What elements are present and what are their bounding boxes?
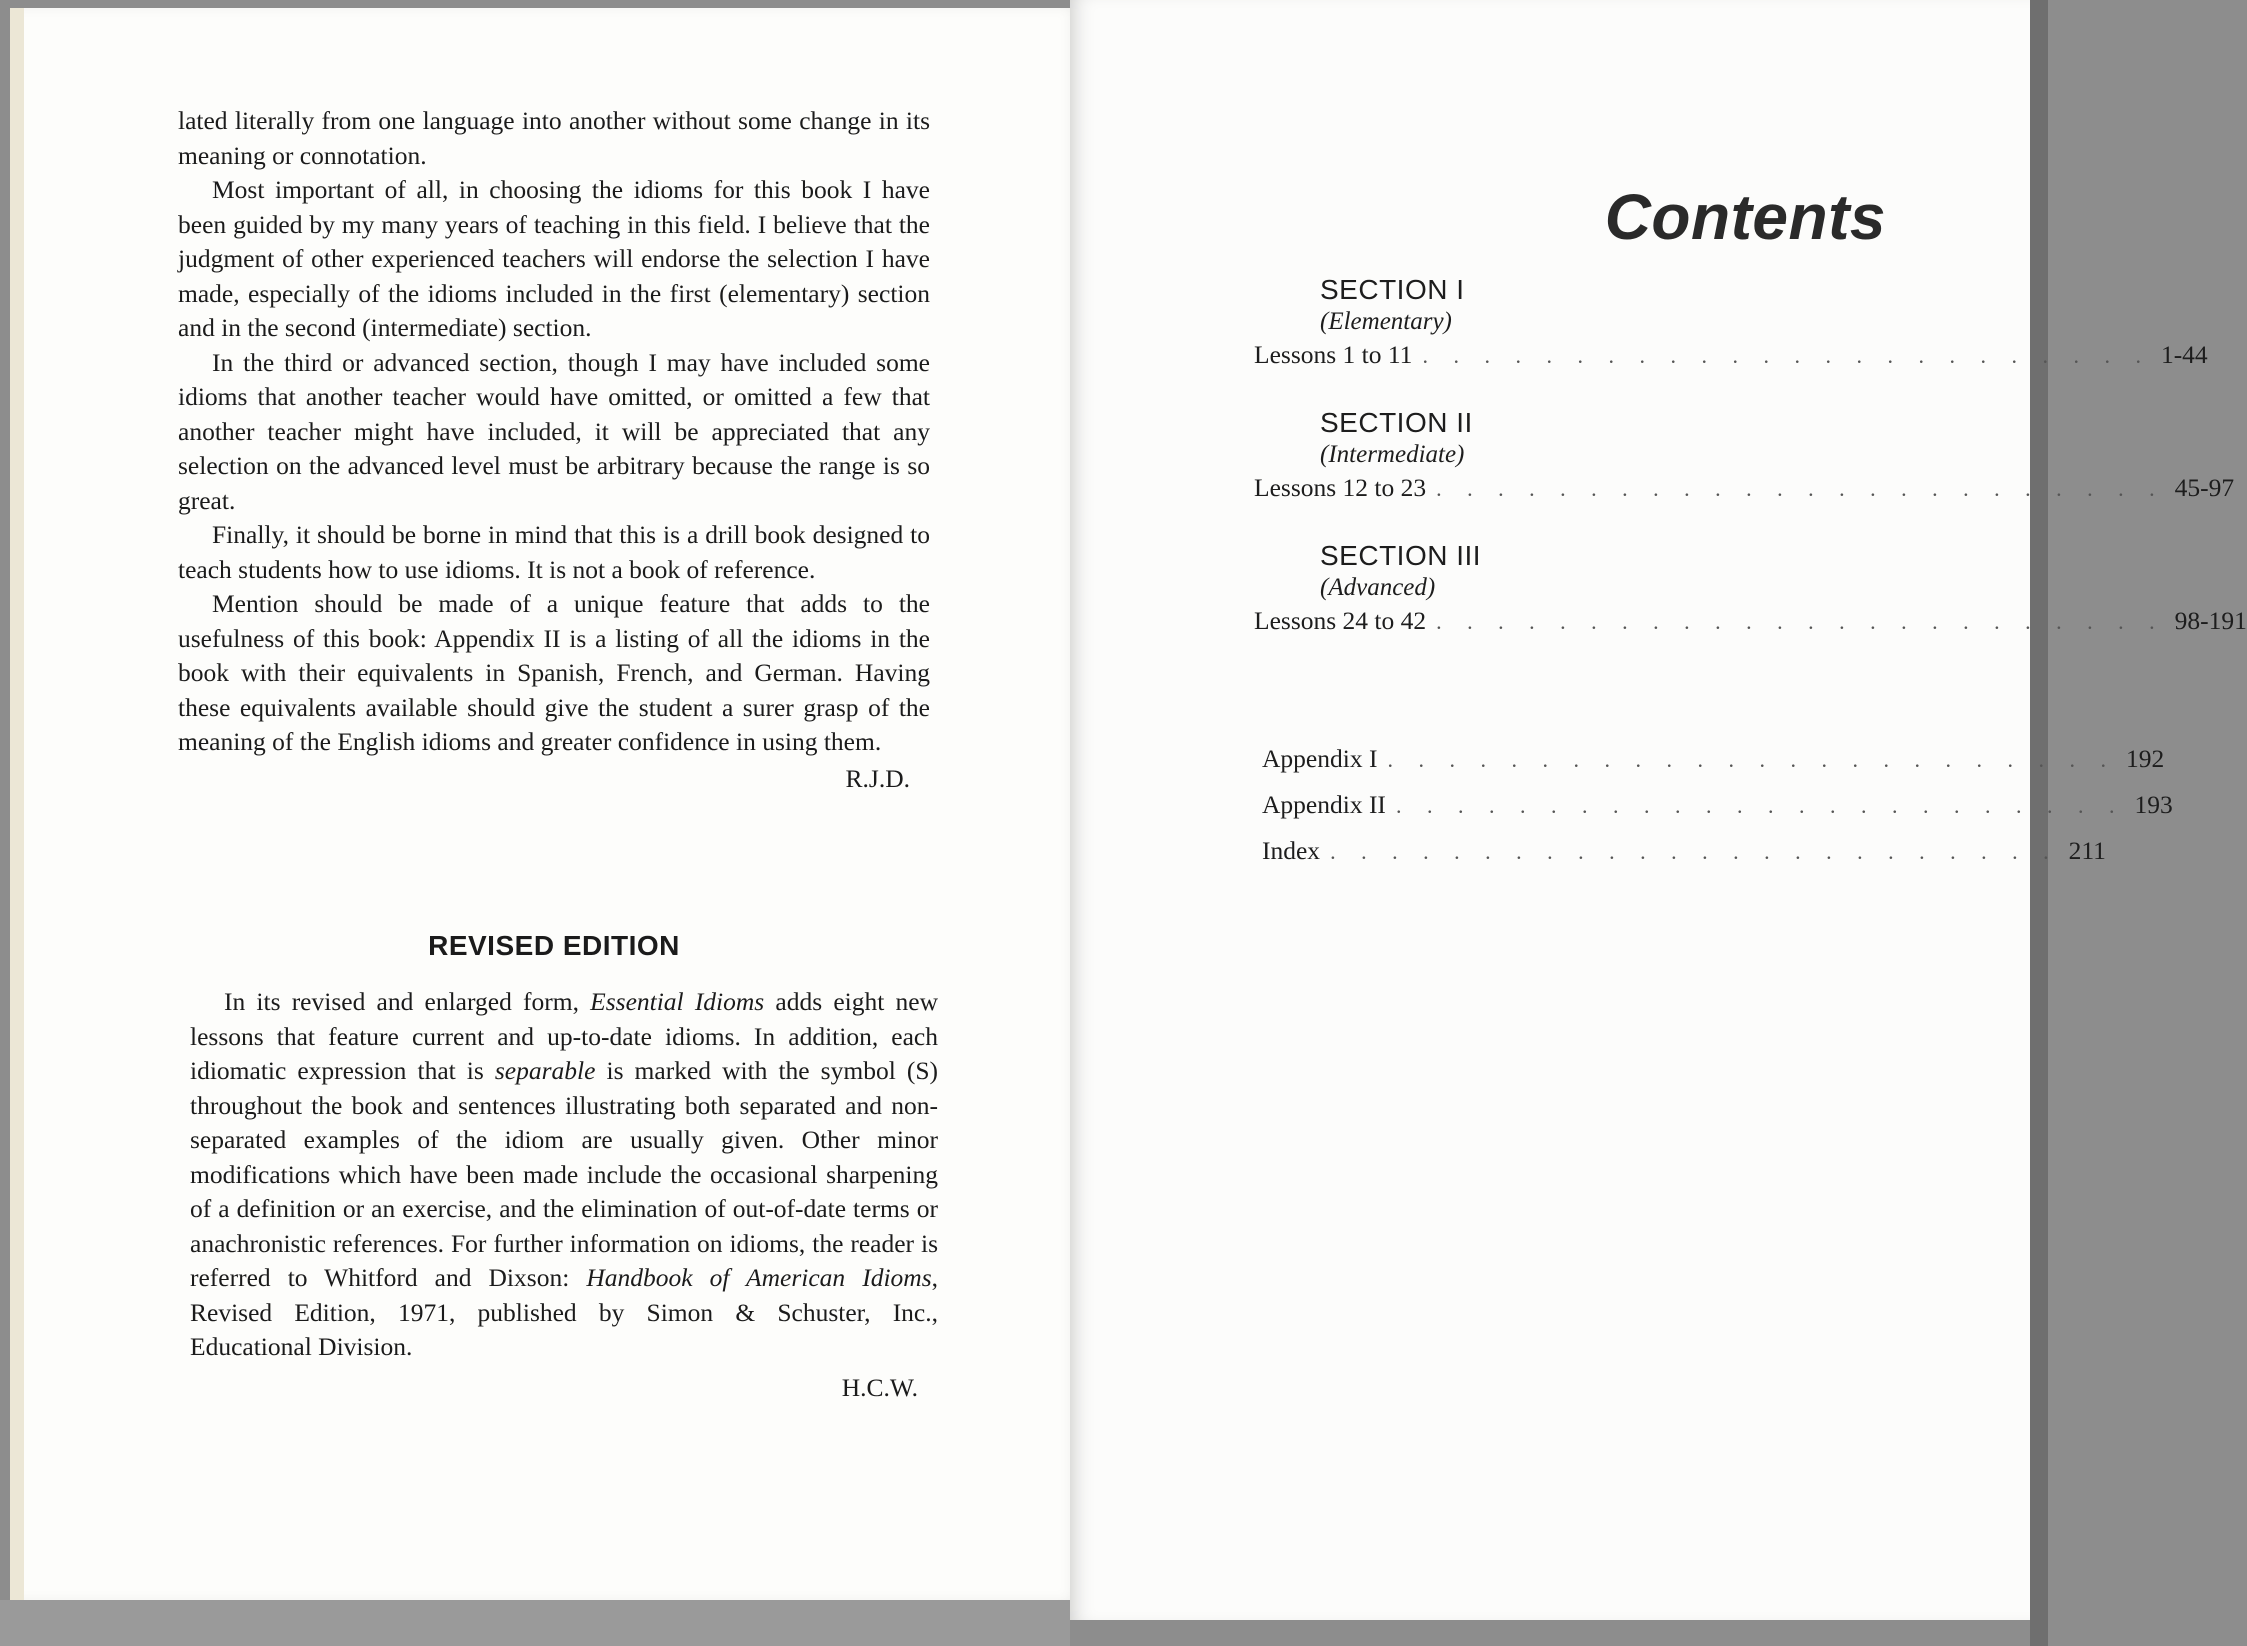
section-subtitle: (Advanced) <box>1320 574 1436 601</box>
toc-section-1 <box>1254 274 2208 370</box>
toc-entry-index[interactable] <box>1262 836 2106 882</box>
section-subtitle: (Elementary) <box>1320 308 1452 335</box>
dot-leader: . . . . . . . . . . . . . . . . . . . . . . . . <box>1330 839 2059 864</box>
paragraph: In the third or advanced section, though I may have included some idioms that another teacher would have omitted, or omitted a few that another teacher might have included, it will be appreciated that any selection on the advanced level must be arbitrary because the range is so great. <box>178 347 930 515</box>
toc-entry[interactable] <box>1254 473 2235 503</box>
text-run: , Revised Edition, 1971, published by Simon & Schuster, Inc., Educational Division. <box>190 1263 938 1361</box>
text-run: In its revised and enlarged form, <box>224 987 591 1016</box>
toc-entry-appendix-2[interactable] <box>1262 790 2173 836</box>
toc-entry[interactable] <box>1254 606 2247 636</box>
scan-background <box>0 1600 1070 1646</box>
toc-appendices <box>1262 744 2173 882</box>
toc-entry-label: Index <box>1262 836 1321 865</box>
toc-entry-pages: 192 <box>2125 744 2165 773</box>
paragraph: lated literally from one language into another without some change in its meaning or connotation. <box>178 106 930 170</box>
book-title: Essential Idioms <box>590 987 765 1016</box>
toc-section-3 <box>1254 540 2247 636</box>
text-run: adds eight new lessons that feature current and up-to-date idioms. In addition, each idiomatic expression that is <box>190 987 938 1085</box>
paragraph <box>190 985 938 1365</box>
toc-entry-pages: 1-44 <box>2160 340 2208 369</box>
section-heading: SECTION II <box>1320 407 1473 438</box>
toc-entry-label: Lessons 12 to 23 <box>1254 473 1427 502</box>
emphasis: separable <box>494 1056 596 1085</box>
toc-entry-label: Appendix I <box>1262 744 1378 773</box>
book-title: Handbook of American Idioms <box>586 1263 932 1292</box>
dot-leader: . . . . . . . . . . . . . . . . . . . . . . . . <box>1387 747 2116 772</box>
toc-entry[interactable] <box>1254 340 2208 370</box>
text-run: is marked with the symbol (S) throughout the book and sentences illustrating both separated and non-separated examples of the idiom are usually given. Other minor modifications which have been made include the occasional sharpening of a definition or an exercise, and the elimination of out-of-date terms or anachronistic references. For further information on idioms, the reader is referred to Whitford and Dixson: <box>190 1056 939 1292</box>
toc-entry-pages: 45-97 <box>2174 473 2235 502</box>
toc-entry-pages: 193 <box>2134 790 2173 819</box>
toc-section-2 <box>1254 407 2235 503</box>
signature-hcw: H.C.W. <box>841 1372 918 1402</box>
signature-rjd: R.J.D. <box>845 763 910 793</box>
paragraph: Finally, it should be borne in mind that this is a drill book designed to teach students how to use idioms. It is not a book of reference. <box>178 520 930 584</box>
toc-entry-label: Lessons 24 to 42 <box>1254 606 1427 635</box>
toc-entry-label: Appendix II <box>1262 790 1386 819</box>
section-heading: SECTION III <box>1320 540 1482 571</box>
toc-entry-pages: 211 <box>2068 836 2106 865</box>
toc-entry-label: Lessons 1 to 11 <box>1254 340 1413 369</box>
scan-edge <box>2030 0 2048 1646</box>
dot-leader: . . . . . . . . . . . . . . . . . . . . . . . . <box>1422 343 2151 368</box>
paragraph: Most important of all, in choosing the idioms for this book I have been guided by my many years of teaching in this field. I believe that the judgment of other experienced teachers will endorse the selection I have made, especially of the idioms included in the first (elementary) section and in the second (intermediate) section. <box>178 175 930 342</box>
paragraph: Mention should be made of a unique feature that adds to the usefulness of this book: Appendix II is a listing of all the idioms in the book with their equivalents in Spanish, French, and German. Having these equivalents available should give the student a surer grasp of the meaning of the English idioms and greater confidence in using them. <box>178 589 930 756</box>
revised-edition-text <box>190 985 938 1405</box>
section-subtitle: (Intermediate) <box>1320 441 1465 468</box>
preface-text <box>178 104 930 796</box>
dot-leader: . . . . . . . . . . . . . . . . . . . . . . . . <box>1436 609 2165 634</box>
toc-entry-appendix-1[interactable] <box>1262 744 2165 790</box>
revised-edition-heading: REVISED EDITION <box>428 930 680 961</box>
toc-entry-pages: 98-191 <box>2174 606 2247 635</box>
dot-leader: . . . . . . . . . . . . . . . . . . . . . . . . <box>1436 476 2165 501</box>
dot-leader: . . . . . . . . . . . . . . . . . . . . . . . . <box>1395 793 2125 818</box>
section-heading: SECTION I <box>1320 274 1465 305</box>
contents-title: Contents <box>1604 181 1886 253</box>
